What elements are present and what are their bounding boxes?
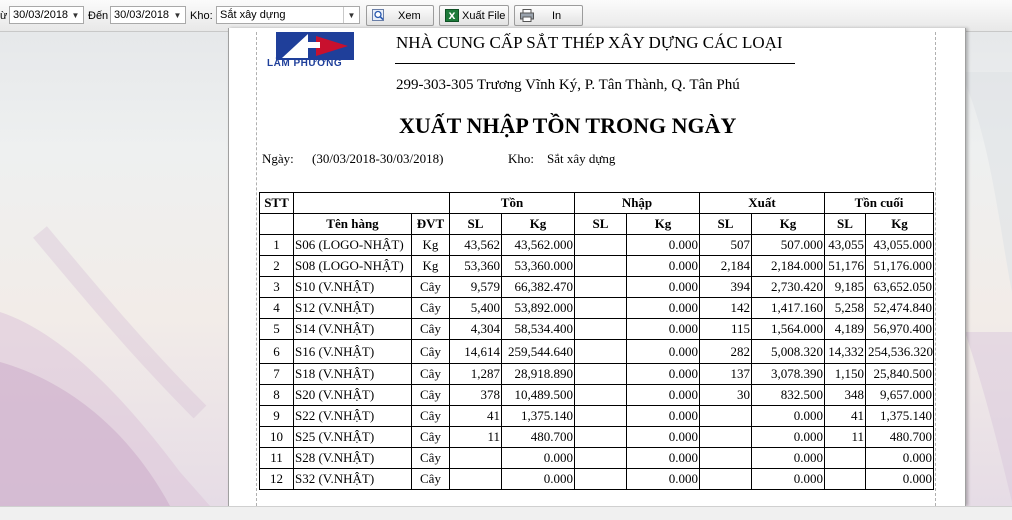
header-nhap-kg: Kg	[627, 214, 700, 235]
cell-unit: Cây	[412, 277, 450, 298]
cell-stt: 11	[260, 448, 294, 469]
cell-nhap-sl	[575, 469, 627, 490]
printer-icon	[520, 9, 534, 22]
date-range: (30/03/2018-30/03/2018)	[312, 151, 444, 166]
table-row[interactable]	[260, 319, 934, 340]
table-row[interactable]	[260, 427, 934, 448]
cell-xuat-kg: 507.000	[752, 235, 825, 256]
from-date-value: 30/03/2018	[13, 9, 69, 21]
cell-stt: 2	[260, 256, 294, 277]
cell-name: S14 (V.NHẬT)	[294, 319, 412, 340]
cell-xuat-kg: 1,417.160	[752, 298, 825, 319]
cell-name: S06 (LOGO-NHẬT)	[294, 235, 412, 256]
cell-cuoi-sl: 41	[825, 406, 866, 427]
cell-xuat-sl: 507	[700, 235, 752, 256]
cell-ton-sl: 4,304	[450, 319, 502, 340]
cell-unit: Cây	[412, 364, 450, 385]
cell-ton-kg: 58,534.400	[502, 319, 575, 340]
cell-unit: Cây	[412, 406, 450, 427]
cell-ton-kg: 0.000	[502, 448, 575, 469]
cell-nhap-sl	[575, 448, 627, 469]
cell-ton-kg: 480.700	[502, 427, 575, 448]
cell-nhap-kg: 0.000	[627, 469, 700, 490]
cell-xuat-sl	[700, 427, 752, 448]
cell-cuoi-kg: 480.700	[866, 427, 934, 448]
cell-cuoi-kg: 52,474.840	[866, 298, 934, 319]
cell-xuat-sl: 137	[700, 364, 752, 385]
cell-xuat-kg: 0.000	[752, 448, 825, 469]
cell-ton-sl: 11	[450, 427, 502, 448]
cell-nhap-kg: 0.000	[627, 319, 700, 340]
view-button-label: Xem	[398, 10, 421, 22]
table-row[interactable]	[260, 469, 934, 490]
chevron-down-icon[interactable]: ▼	[71, 10, 80, 20]
cell-ton-sl: 378	[450, 385, 502, 406]
cell-ton-sl: 5,400	[450, 298, 502, 319]
cell-cuoi-sl: 14,332	[825, 340, 866, 364]
from-date-label: ừ	[0, 10, 8, 22]
header-ten-hang: Tên hàng	[294, 214, 412, 235]
table-row[interactable]	[260, 385, 934, 406]
cell-cuoi-kg: 0.000	[866, 469, 934, 490]
header-divider	[395, 63, 795, 64]
cell-xuat-sl: 142	[700, 298, 752, 319]
cell-nhap-kg: 0.000	[627, 427, 700, 448]
cell-xuat-kg: 0.000	[752, 406, 825, 427]
table-row[interactable]	[260, 340, 934, 364]
svg-text:X: X	[448, 12, 456, 22]
cell-ton-sl: 43,562	[450, 235, 502, 256]
cell-ton-kg: 10,489.500	[502, 385, 575, 406]
cell-ton-kg: 66,382.470	[502, 277, 575, 298]
table-row[interactable]	[260, 406, 934, 427]
header-nhap-sl: SL	[575, 214, 627, 235]
header-cuoi-sl: SL	[825, 214, 866, 235]
cell-name: S08 (LOGO-NHẬT)	[294, 256, 412, 277]
table-row[interactable]	[260, 277, 934, 298]
cell-stt: 1	[260, 235, 294, 256]
warehouse-label-report: Kho:	[508, 151, 534, 166]
cell-ton-kg: 0.000	[502, 469, 575, 490]
table-row[interactable]	[260, 298, 934, 319]
cell-nhap-kg: 0.000	[627, 340, 700, 364]
cell-stt: 8	[260, 385, 294, 406]
page-margin-right	[935, 32, 936, 506]
chevron-down-icon[interactable]: ▼	[173, 10, 182, 20]
cell-unit: Kg	[412, 235, 450, 256]
warehouse-value-report: Sắt xây dựng	[547, 151, 616, 166]
header-xuat: Xuất	[700, 193, 825, 214]
cell-cuoi-sl: 9,185	[825, 277, 866, 298]
cell-nhap-kg: 0.000	[627, 364, 700, 385]
cell-ton-kg: 53,360.000	[502, 256, 575, 277]
cell-xuat-kg: 832.500	[752, 385, 825, 406]
cell-xuat-kg: 2,184.000	[752, 256, 825, 277]
cell-nhap-sl	[575, 298, 627, 319]
cell-cuoi-sl: 43,055	[825, 235, 866, 256]
cell-name: S32 (V.NHẬT)	[294, 469, 412, 490]
cell-xuat-kg: 5,008.320	[752, 340, 825, 364]
page-margin-left	[256, 32, 257, 506]
cell-ton-kg: 53,892.000	[502, 298, 575, 319]
cell-cuoi-kg: 43,055.000	[866, 235, 934, 256]
cell-nhap-sl	[575, 385, 627, 406]
cell-unit: Cây	[412, 427, 450, 448]
table-header-row-2	[260, 214, 934, 235]
cell-xuat-sl	[700, 406, 752, 427]
cell-xuat-sl: 30	[700, 385, 752, 406]
cell-ton-sl	[450, 469, 502, 490]
cell-ton-sl	[450, 448, 502, 469]
cell-cuoi-kg: 0.000	[866, 448, 934, 469]
cell-unit: Kg	[412, 256, 450, 277]
cell-name: S12 (V.NHẬT)	[294, 298, 412, 319]
print-button[interactable]	[514, 5, 583, 26]
cell-stt: 6	[260, 340, 294, 364]
header-stt: STT	[260, 193, 294, 214]
cell-cuoi-kg: 25,840.500	[866, 364, 934, 385]
cell-ton-kg: 28,918.890	[502, 364, 575, 385]
chevron-down-icon[interactable]: ▼	[343, 7, 359, 23]
cell-name: S28 (V.NHẬT)	[294, 448, 412, 469]
cell-cuoi-sl: 4,189	[825, 319, 866, 340]
header-dvt: ĐVT	[412, 214, 450, 235]
table-body	[260, 235, 934, 490]
cell-ton-kg: 43,562.000	[502, 235, 575, 256]
cell-unit: Cây	[412, 385, 450, 406]
cell-ton-sl: 14,614	[450, 340, 502, 364]
cell-cuoi-kg: 1,375.140	[866, 406, 934, 427]
cell-stt: 12	[260, 469, 294, 490]
cell-cuoi-sl: 348	[825, 385, 866, 406]
header-ton-sl: SL	[450, 214, 502, 235]
header-blank	[294, 193, 450, 214]
cell-xuat-kg: 2,730.420	[752, 277, 825, 298]
to-date-picker[interactable]	[110, 6, 186, 24]
cell-unit: Cây	[412, 298, 450, 319]
header-ton-cuoi: Tồn cuối	[825, 193, 934, 214]
report-title: XUẤT NHẬP TỒN TRONG NGÀY	[399, 113, 737, 138]
cell-cuoi-kg: 254,536.320	[866, 340, 934, 364]
cell-nhap-sl	[575, 277, 627, 298]
cell-ton-sl: 53,360	[450, 256, 502, 277]
cell-name: S16 (V.NHẬT)	[294, 340, 412, 364]
date-label: Ngày:	[262, 151, 294, 166]
warehouse-label: Kho:	[190, 10, 213, 22]
cell-stt: 5	[260, 319, 294, 340]
print-button-label: In	[552, 10, 562, 22]
header-xuat-kg: Kg	[752, 214, 825, 235]
search-icon	[372, 9, 386, 22]
cell-unit: Cây	[412, 448, 450, 469]
table-row[interactable]	[260, 235, 934, 256]
cell-cuoi-sl	[825, 469, 866, 490]
cell-cuoi-kg: 51,176.000	[866, 256, 934, 277]
export-button-label: Xuất File	[462, 10, 506, 22]
cell-nhap-kg: 0.000	[627, 406, 700, 427]
table-header-row-1	[260, 193, 934, 214]
cell-stt: 7	[260, 364, 294, 385]
cell-ton-sl: 1,287	[450, 364, 502, 385]
cell-unit: Cây	[412, 340, 450, 364]
warehouse-select[interactable]	[216, 6, 360, 24]
cell-nhap-sl	[575, 340, 627, 364]
cell-cuoi-sl: 1,150	[825, 364, 866, 385]
cell-cuoi-sl: 51,176	[825, 256, 866, 277]
cell-ton-sl: 9,579	[450, 277, 502, 298]
cell-cuoi-kg: 63,652.050	[866, 277, 934, 298]
cell-xuat-sl: 394	[700, 277, 752, 298]
export-button[interactable]	[439, 5, 509, 26]
cell-xuat-sl: 2,184	[700, 256, 752, 277]
cell-nhap-sl	[575, 427, 627, 448]
from-date-picker[interactable]	[9, 6, 84, 24]
cell-cuoi-sl: 11	[825, 427, 866, 448]
cell-nhap-sl	[575, 319, 627, 340]
header-ton-kg: Kg	[502, 214, 575, 235]
cell-xuat-sl: 282	[700, 340, 752, 364]
cell-cuoi-sl	[825, 448, 866, 469]
cell-cuoi-sl: 5,258	[825, 298, 866, 319]
view-button[interactable]	[366, 5, 434, 26]
cell-stt: 10	[260, 427, 294, 448]
cell-name: S22 (V.NHẬT)	[294, 406, 412, 427]
cell-xuat-kg: 3,078.390	[752, 364, 825, 385]
cell-nhap-kg: 0.000	[627, 235, 700, 256]
cell-name: S25 (V.NHẬT)	[294, 427, 412, 448]
cell-nhap-sl	[575, 364, 627, 385]
cell-xuat-kg: 1,564.000	[752, 319, 825, 340]
cell-nhap-kg: 0.000	[627, 277, 700, 298]
cell-stt: 9	[260, 406, 294, 427]
header-cuoi-kg: Kg	[866, 214, 934, 235]
cell-nhap-kg: 0.000	[627, 448, 700, 469]
cell-ton-sl: 41	[450, 406, 502, 427]
cell-nhap-sl	[575, 235, 627, 256]
cell-nhap-sl	[575, 256, 627, 277]
company-line: NHÀ CUNG CẤP SẮT THÉP XÂY DỰNG CÁC LOẠI	[396, 33, 783, 52]
cell-xuat-kg: 0.000	[752, 427, 825, 448]
cell-unit: Cây	[412, 319, 450, 340]
excel-icon	[445, 9, 459, 22]
header-stt-blank	[260, 214, 294, 235]
warehouse-value: Sắt xây dựng	[220, 9, 286, 21]
cell-xuat-sl	[700, 469, 752, 490]
to-date-label: Đến	[88, 10, 109, 22]
cell-name: S18 (V.NHẬT)	[294, 364, 412, 385]
cell-ton-kg: 1,375.140	[502, 406, 575, 427]
company-logo	[276, 32, 354, 60]
cell-name: S20 (V.NHẬT)	[294, 385, 412, 406]
table-row[interactable]	[260, 364, 934, 385]
table-row[interactable]	[260, 256, 934, 277]
cell-xuat-kg: 0.000	[752, 469, 825, 490]
inventory-table	[259, 192, 934, 490]
cell-nhap-kg: 0.000	[627, 298, 700, 319]
cell-stt: 4	[260, 298, 294, 319]
logo-text: LÂM PHƯƠNG	[267, 58, 343, 69]
cell-cuoi-kg: 9,657.000	[866, 385, 934, 406]
cell-stt: 3	[260, 277, 294, 298]
header-xuat-sl: SL	[700, 214, 752, 235]
cell-nhap-kg: 0.000	[627, 256, 700, 277]
company-address: 299-303-305 Trương Vĩnh Ký, P. Tân Thành, Q. Tân Phú	[396, 77, 740, 93]
cell-ton-kg: 259,544.640	[502, 340, 575, 364]
header-nhap: Nhập	[575, 193, 700, 214]
cell-xuat-sl: 115	[700, 319, 752, 340]
cell-unit: Cây	[412, 469, 450, 490]
cell-xuat-sl	[700, 448, 752, 469]
table-row[interactable]	[260, 448, 934, 469]
cell-cuoi-kg: 56,970.400	[866, 319, 934, 340]
header-ton: Tồn	[450, 193, 575, 214]
cell-nhap-kg: 0.000	[627, 385, 700, 406]
to-date-value: 30/03/2018	[114, 9, 170, 21]
status-strip	[0, 506, 1012, 520]
cell-name: S10 (V.NHẬT)	[294, 277, 412, 298]
cell-nhap-sl	[575, 406, 627, 427]
